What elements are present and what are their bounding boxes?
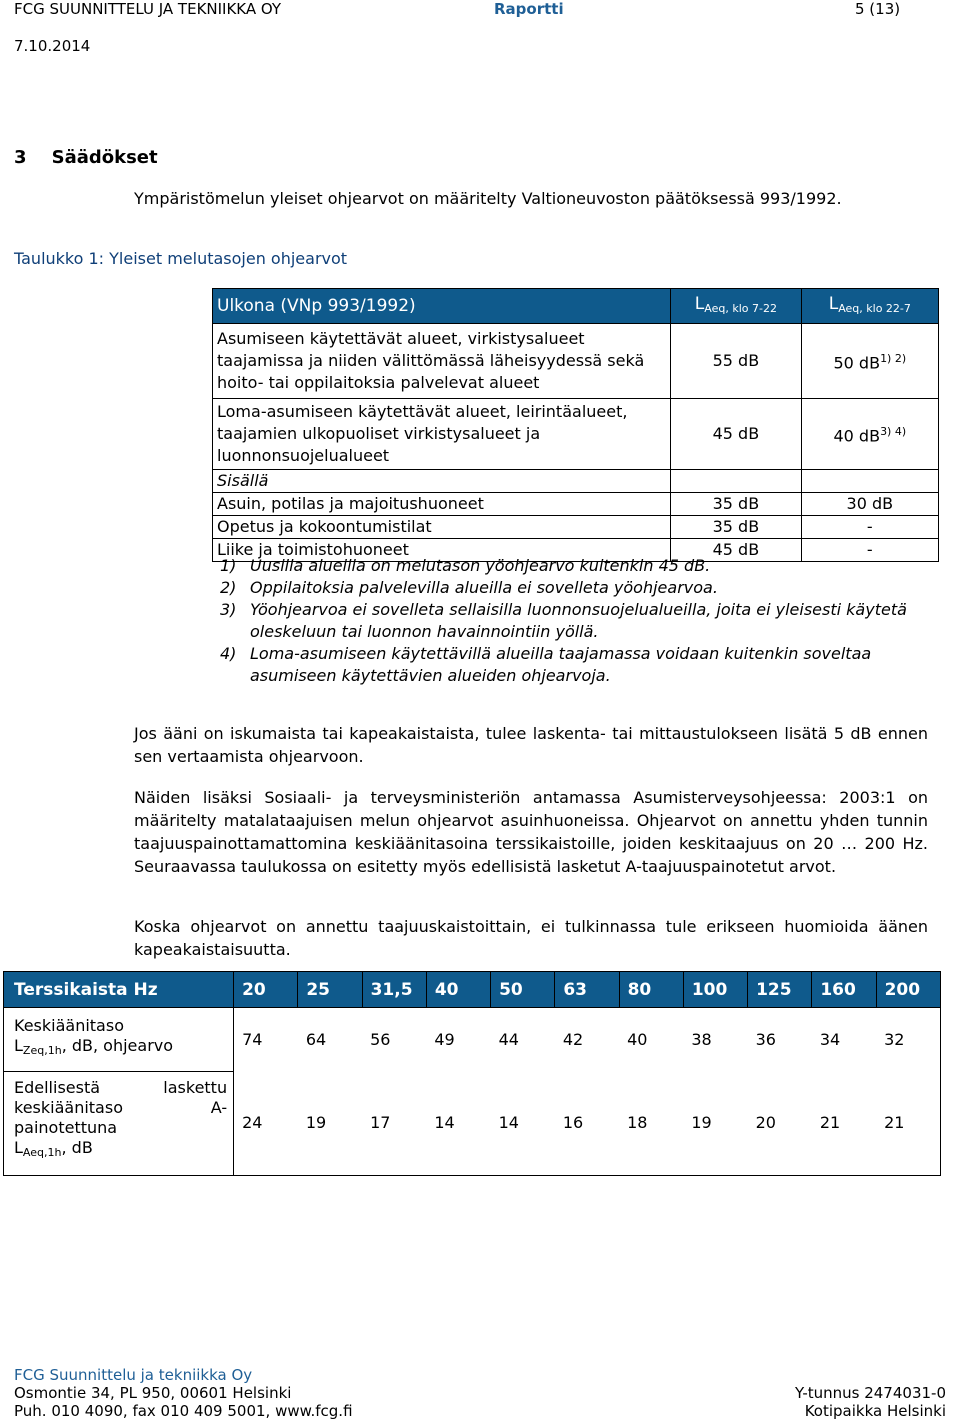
table-row [213,493,939,516]
table1-row-night: - [801,516,938,539]
table1-row-day: 35 dB [671,493,801,516]
band-cell: 50 [491,972,555,1008]
band-cell: 40 [426,972,490,1008]
table1-row-day: 55 dB [671,324,801,399]
value-cell: 64 [305,1029,327,1049]
footnote: 2) Oppilaitoksia palvelevilla alueilla ei sovelleta yöohjearvoa. [220,578,718,597]
section-number: 3 [14,147,27,168]
table1-row-night: 30 dB [801,493,938,516]
table-row [213,324,939,399]
table1-header-day: $L_{Aeq, klo 7-22}$ [671,289,801,324]
table1-row-day: 45 dB [671,539,801,562]
value-cell: 56 [370,1029,391,1049]
value-cell: 38 [691,1029,712,1049]
footnote: 3) Yöohjearvoa ei sovelleta sellaisilla luonnonsuojelualueilla, joita ei yleisesti käytetä oleskeluun tai luonnon havainnointiin yöllä. [220,600,907,641]
band-cell: 31,5 [362,972,426,1008]
table1-header-night: $L_{Aeq, klo 22-7}$ [801,289,938,324]
low-frequency-table [3,971,941,1176]
section-heading [14,147,158,168]
table2-row-label: Keskiäänitaso $L_{Zeq,1h}$, dB, ohjearvo [4,1008,234,1072]
footnote: 1) Uusilla alueilla on melutason yöohjearvo kuitenkin 45 dB. [220,556,711,575]
band-cell: 200 [876,972,940,1008]
header-date: 7.10.2014 [14,37,91,55]
table2-row-label: Edellisestä laskettu keskiäänitaso A-painotettuna $L_{Aeq,1h}$, dB [4,1072,234,1176]
value-cell: 21 [812,1072,876,1176]
table1-row-night: 50 $dB^{1) 2)}$ [801,324,938,399]
band-cell: 80 [619,972,683,1008]
section-title: Säädökset [51,147,158,168]
table1-header-outdoor: Ulkona (VNp 993/1992) [213,289,671,324]
value-cell: 49 [434,1029,455,1049]
table1-row-day: 45 dB [671,399,801,470]
value-cell: 21 [876,1072,940,1176]
band-cell: 25 [298,972,362,1008]
value-cell: 24 [234,1072,298,1176]
footer-phone: Puh. 010 4090, fax 010 409 5001, www.fcg.fi [14,1402,353,1420]
table1-row-night: - [801,539,938,562]
band-cell: 100 [683,972,747,1008]
value-cell: 19 [683,1072,747,1176]
section-intro: Ympäristömelun yleiset ohjearvot on määritelty Valtioneuvoston päätöksessä 993/1992. [134,189,842,208]
value-cell: 18 [619,1072,683,1176]
table-row [213,399,939,470]
value-cell: 16 [555,1072,619,1176]
footer-address: Osmontie 34, PL 950, 00601 Helsinki [14,1384,292,1402]
footer-ytunnus: Y-tunnus 2474031-0 [794,1384,946,1402]
paragraph: Näiden lisäksi Sosiaali- ja terveysministeriön antamassa Asumisterveysohjeessa: 2003:1 on määritelty matalataajuisen melun ohjearvot asuinhuoneissa. Ohjearvot on annettu yhden tunnin taajuuspainottamattomina keskiäänitasoina terssikaistoille, joiden keskitaajuus on 20 … 200 Hz. Seuraavassa taulukossa on esitetty myös edellisistä lasketut A-taajuuspainotetut arvot. [134,788,928,876]
footnote: 4) Loma-asumiseen käytettävillä alueilla taajamassa voidaan kuitenkin soveltaa asumiseen käytettävien alueiden ohjearvoja. [220,644,872,685]
footer-company: FCG Suunnittelu ja tekniikka Oy [14,1366,253,1384]
table-row [4,1008,941,1072]
header-page: 5 (13) [855,0,901,18]
band-cell: 160 [812,972,876,1008]
value-cell: 40 [627,1029,648,1049]
table-row [4,1072,941,1176]
value-cell: 74 [242,1029,263,1049]
table1-caption: Taulukko 1: Yleiset melutasojen ohjearvot [14,249,348,268]
table-row [213,470,939,493]
table1-row-night: 40 $dB^{3) 4)}$ [801,399,938,470]
value-cell: 36 [755,1029,776,1049]
table1-row-label: Loma-asumiseen käytettävät alueet, leirintäalueet, taajamien ulkopuoliset virkistysalueet ja luonnonsuojelualueet [213,399,671,470]
value-cell: 14 [426,1072,490,1176]
header-doc-type: Raportti [494,0,564,18]
value-cell: 34 [819,1029,841,1049]
paragraph: Jos ääni on iskumaista tai kapeakaistaista, tulee laskenta- tai mittaustulokseen lisätä 5 dB ennen sen vertaamista ohjearvoon. [134,724,928,766]
footer-domicile: Kotipaikka Helsinki [804,1402,946,1420]
table1-row-label: Opetus ja kokoontumistilat [213,516,671,539]
value-cell: 19 [298,1072,362,1176]
value-cell: 44 [498,1029,519,1049]
table1-row-label: Asumiseen käytettävät alueet, virkistysalueet taajamissa ja niiden välittömässä läheisyydessä sekä hoito- tai oppilaitoksia palvelevat alueet [213,324,671,399]
band-cell: 125 [748,972,812,1008]
table2-header-label: Terssikaista Hz [4,972,234,1008]
value-cell: 14 [491,1072,555,1176]
table1-row-label: Asuin, potilas ja majoitushuoneet [213,493,671,516]
table1-row-day: 35 dB [671,516,801,539]
band-cell: 20 [234,972,298,1008]
header-company: FCG SUUNNITTELU JA TEKNIIKKA OY [14,0,282,18]
table1-row-label: Liike ja toimistohuoneet [213,539,671,562]
value-cell: 32 [876,1008,940,1072]
table1-row-label: Sisällä [213,470,671,493]
value-cell: 20 [748,1072,812,1176]
noise-limits-table [212,288,939,562]
value-cell: 42 [562,1029,584,1049]
table1-footnotes [214,555,930,687]
band-cell: 63 [555,972,619,1008]
paragraph: Koska ohjearvot on annettu taajuuskaistoittain, ei tulkinnassa tule erikseen huomioida äänen kapeakaistaisuutta. [134,917,928,959]
value-cell: 17 [362,1072,426,1176]
table-row [213,516,939,539]
